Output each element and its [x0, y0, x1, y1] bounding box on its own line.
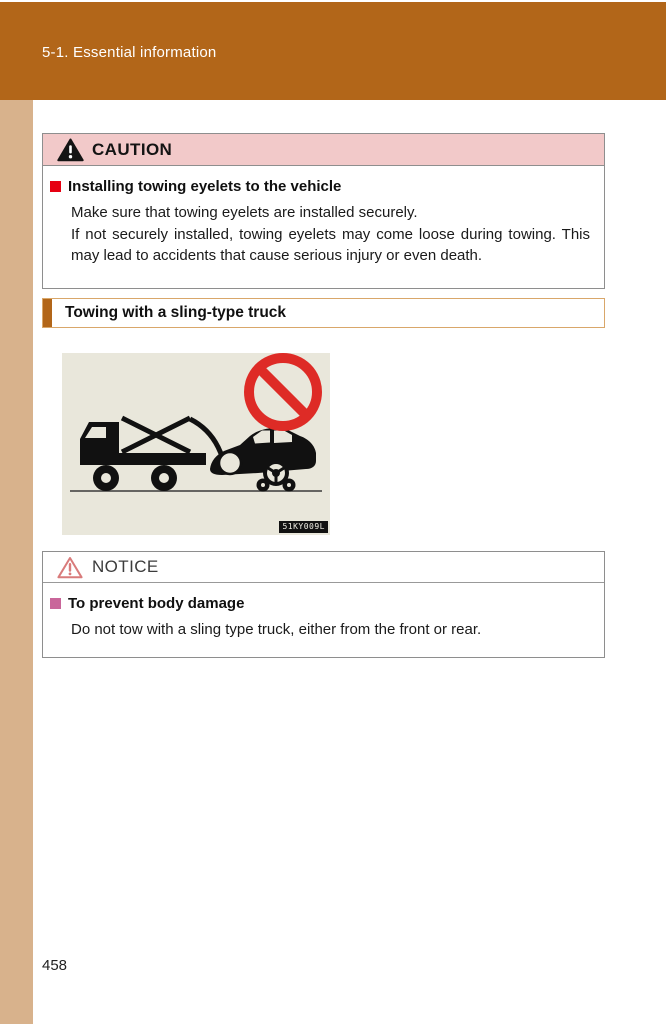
section-header [42, 298, 605, 328]
warning-triangle-outline-icon [57, 556, 83, 579]
caution-header [43, 134, 604, 166]
pink-square-bullet-icon [50, 598, 61, 609]
caution-paragraph-1: Make sure that towing eyelets are installed securely. [71, 204, 418, 221]
notice-body [43, 583, 604, 641]
caution-label: CAUTION [92, 139, 173, 159]
figure-panel [62, 353, 330, 535]
prohibition-sign-icon [249, 358, 317, 426]
notice-label: NOTICE [92, 557, 159, 576]
caution-item [50, 178, 590, 195]
car-silhouette [210, 428, 316, 492]
notice-item-heading: To prevent body damage [68, 595, 245, 612]
caution-box [42, 133, 605, 289]
red-square-bullet-icon [50, 181, 61, 192]
notice-item [50, 595, 590, 612]
figure-code-label: 51KY009L [279, 521, 328, 533]
section-title: Towing with a sling-type truck [65, 304, 287, 321]
caution-item-heading: Installing towing eyelets to the vehicle [68, 178, 342, 195]
caution-body [43, 166, 604, 267]
page-number: 458 [42, 957, 68, 974]
breadcrumb: 5-1. Essential information [42, 44, 217, 61]
chapter-header-band [0, 2, 666, 100]
caution-paragraph-2: If not securely installed, towing eyelets may come loose during towing. This may lead to accidents that cause serious injury or even death. [71, 225, 590, 264]
notice-paragraph-1: Do not tow with a sling type truck, either from the front or rear. [71, 621, 482, 638]
tow-truck-silhouette [80, 418, 227, 491]
warning-triangle-filled-icon [57, 138, 84, 162]
no-sling-towing-illustration [62, 353, 330, 535]
notice-header [43, 552, 604, 583]
page-edge-strip [0, 100, 33, 1024]
notice-box [42, 551, 605, 658]
section-accent-bar [43, 299, 52, 327]
